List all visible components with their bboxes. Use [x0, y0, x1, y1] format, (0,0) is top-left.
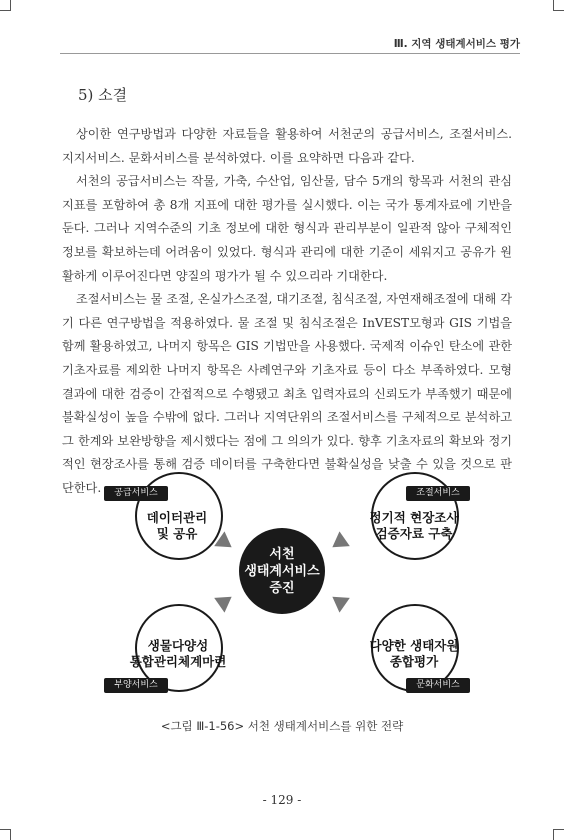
- arrow-bottom-left-icon: [214, 589, 237, 612]
- figure-caption: <그림 Ⅲ-1-56> 서천 생태계서비스를 위한 전략: [160, 719, 404, 733]
- running-head: Ⅲ. 지역 생태계서비스 평가: [393, 38, 520, 50]
- paragraph: 조절서비스는 물 조절, 온실가스조절, 대기조절, 침식조절, 자연재해조절에 대해 각기 다른 연구방법을 적용하였다. 물 조절 및 침식조절은 InVEST모형과 GIS 기법을 함께 활용하였고, 나머지 항목은 GIS 기법만을 사용했다. 국제적 이슈인 탄소에 관한 기초자료를 제외한 나머지 항목은 사례연구와 기초자료 등이 다소 부족하였다. 모형 결과에 대한 검증이 간접적으로 수행됐고 최초 입력자료의 신뢰도가 부족했기 때문에 불확실성이 높을 수밖에 없다. 그러나 지역단위의 조절서비스를 구체적으로 분석하고 그 한계와 보완방향을 제시했다는 점에 그 의의가 있다. 향후 기초자료의 확보와 정기적인 현장조사를 통해 검증 데이터를 구축한다면 불확실성을 낮출 수 있을 것으로 판단한다.: [62, 292, 512, 495]
- circle-text-top-right: 정기적 현장조사 검증자료 구축: [369, 510, 459, 541]
- crop-mark-top-right: [553, 0, 564, 11]
- circle-text-bottom-left: 생물다양성 통합관리체계마련: [129, 638, 227, 669]
- arrow-top-right-icon: [327, 531, 350, 554]
- center-circle: 서천 생태계서비스 증진: [239, 528, 325, 614]
- crop-mark-bottom-left: [0, 829, 11, 840]
- tag-regulating-service: 조절서비스: [406, 486, 470, 501]
- page-number: - 129 -: [262, 793, 302, 807]
- crop-mark-bottom-right: [553, 829, 564, 840]
- tag-provisioning-service: 공급서비스: [104, 486, 168, 501]
- circle-text-bottom-right: 다양한 생태자원 종합평가: [369, 638, 459, 669]
- header-rule: [60, 53, 520, 54]
- paragraph: 상이한 연구방법과 다양한 자료들을 활용하여 서천군의 공급서비스, 조절서비스. 지지서비스. 문화서비스를 분석하였다. 이를 요약하면 다음과 같다.: [62, 127, 512, 165]
- section-title: 5) 소결: [78, 86, 128, 104]
- tag-supporting-service: 부양서비스: [104, 678, 168, 693]
- circle-text-top-left: 데이터관리 및 공유: [146, 510, 208, 541]
- arrow-bottom-right-icon: [327, 589, 350, 612]
- strategy-diagram: [0, 470, 564, 710]
- tag-cultural-service: 문화서비스: [406, 678, 470, 693]
- crop-mark-top-left: [0, 0, 11, 11]
- body-text: [62, 123, 512, 501]
- paragraph: 서천의 공급서비스는 작물, 가축, 수산업, 임산물, 담수 5개의 항목과 서천의 관심지표를 포함하여 총 8개 지표에 대한 평가를 실시했다. 이는 국가 통계자료에 기반을 둔다. 그러나 지역수준의 기초 정보에 대한 형식과 관리부분이 일관적 않아 구체적인 정보를 확보하는데 어려움이 있었다. 형식과 관리에 대한 기준이 세워지고 공유가 원활하게 이루어진다면 양질의 평가가 될 수 있으리라 기대한다.: [62, 174, 512, 283]
